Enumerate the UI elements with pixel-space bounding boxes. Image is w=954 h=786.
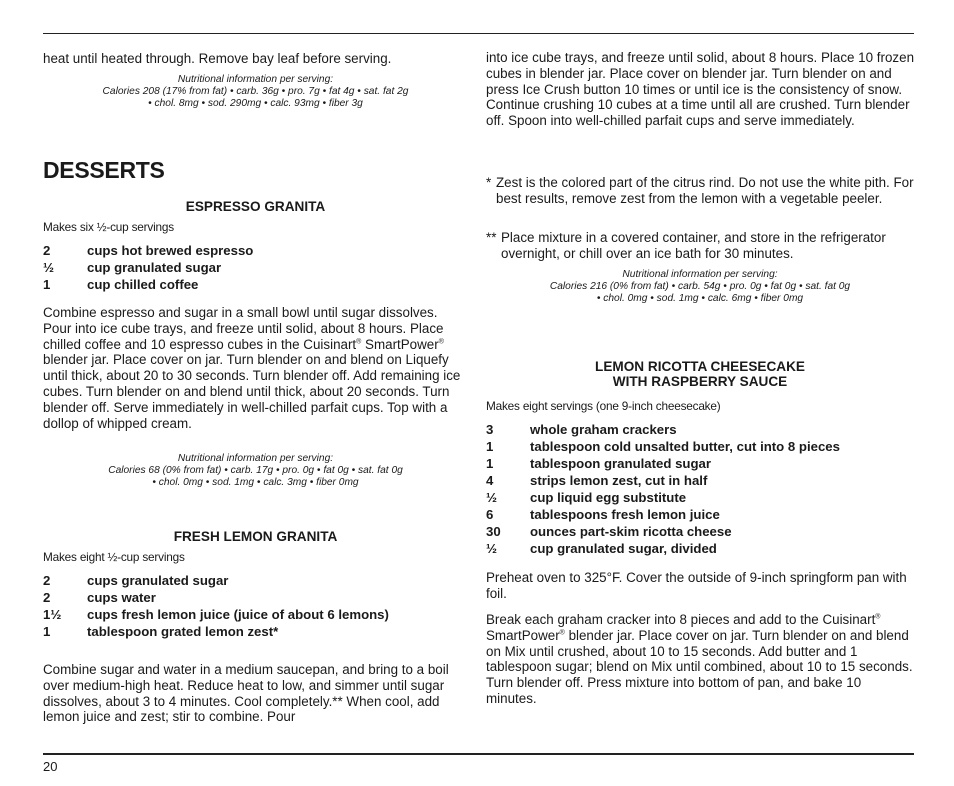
page-number: 20 xyxy=(43,759,58,774)
ingredient-row xyxy=(486,472,914,489)
method-text xyxy=(43,305,468,431)
method-text xyxy=(486,612,914,707)
nutrition-line: • chol. 0mg • sod. 1mg • calc. 6mg • fiber 0mg xyxy=(596,293,804,305)
nutrition-line: Calories 208 (17% from fat) • carb. 36g • pro. 7g • fat 4g • sat. fat 2g xyxy=(102,86,409,98)
ingredient-qty: 1 xyxy=(43,624,51,639)
method-part: blender jar. Place cover on jar. Turn blender on and blend on Liquefy until thick, about 20 to 30 seconds. Turn blender off. Add remaining ice cubes. Turn blender on and blend until thick, about 20 seconds. Turn blender off. Serve immediately in well-chilled parfait cups. Top with a dollop of whipped cream. xyxy=(43,352,461,431)
nutrition-info xyxy=(486,269,914,306)
ingredient-qty: 2 xyxy=(43,590,51,605)
bottom-rule xyxy=(43,753,914,755)
method-part: Combine espresso and sugar in a small bowl until sugar dissolves. Pour into ice cube trays, and freeze until solid, about 8 hours. Place chilled coffee and 10 espresso cubes in the Cuisinart xyxy=(43,305,444,352)
ingredient-row xyxy=(486,489,914,506)
ingredient-qty: ½ xyxy=(486,490,497,505)
ingredient-item: cup granulated sugar, divided xyxy=(530,541,717,556)
ingredient-row xyxy=(43,259,468,276)
nutrition-info xyxy=(43,453,468,490)
registered-mark: ® xyxy=(356,338,362,346)
ingredient-qty: 3 xyxy=(486,422,494,437)
ingredient-list xyxy=(486,421,914,557)
nutrition-line: Calories 68 (0% from fat) • carb. 17g • pro. 0g • fat 0g • sat. fat 0g xyxy=(108,465,403,477)
ingredient-list xyxy=(43,242,468,293)
nutrition-line: Calories 216 (0% from fat) • carb. 54g • pro. 0g • fat 0g • sat. fat 0g xyxy=(549,281,851,293)
ingredient-row xyxy=(486,506,914,523)
footnote-text: Place mixture in a covered container, and store in the refrigerator overnight, or chill over an ice bath for 30 minutes. xyxy=(501,230,886,261)
ingredient-item: cup granulated sugar xyxy=(87,260,222,275)
method-part: SmartPower xyxy=(361,336,439,352)
ingredient-qty: 6 xyxy=(486,507,494,522)
ingredient-item: tablespoons fresh lemon juice xyxy=(530,507,720,522)
ingredient-qty: ½ xyxy=(43,260,54,275)
recipe-title-lemon: FRESH LEMON GRANITA xyxy=(173,529,338,544)
ingredient-row xyxy=(43,276,468,293)
recipe-title-espresso: ESPRESSO GRANITA xyxy=(185,199,326,214)
recipe-title-line: WITH RASPBERRY SAUCE xyxy=(612,374,788,389)
ingredient-item: tablespoon cold unsalted butter, cut into 8 pieces xyxy=(530,439,840,454)
ingredient-item: cups fresh lemon juice (juice of about 6 lemons) xyxy=(87,607,389,622)
ingredient-item: tablespoon granulated sugar xyxy=(530,456,711,471)
nutrition-line: • chol. 0mg • sod. 1mg • calc. 3mg • fiber 0mg xyxy=(152,477,359,489)
footnote-mark: * xyxy=(486,175,492,190)
registered-mark: ® xyxy=(559,629,565,637)
ingredient-row xyxy=(43,589,468,606)
ingredient-row xyxy=(43,242,468,259)
ingredient-item: cups water xyxy=(87,590,156,605)
nutrition-heading: Nutritional information per serving: xyxy=(177,74,334,85)
footnote xyxy=(486,230,914,261)
ingredient-qty: 1 xyxy=(486,439,494,454)
servings-text: Makes eight ½-cup servings xyxy=(43,550,185,564)
ingredient-row xyxy=(486,455,914,472)
method-part: SmartPower xyxy=(486,627,560,643)
ingredient-item: ounces part-skim ricotta cheese xyxy=(530,524,732,539)
footnote xyxy=(486,175,914,206)
servings-text: Makes six ½-cup servings xyxy=(43,220,174,234)
registered-mark: ® xyxy=(438,338,444,346)
ingredient-item: cups granulated sugar xyxy=(87,573,229,588)
nutrition-heading: Nutritional information per serving: xyxy=(622,269,778,280)
footnote-mark: ** xyxy=(486,230,497,245)
ingredient-qty: 1 xyxy=(43,277,51,292)
nutrition-info xyxy=(43,74,468,111)
ingredient-item: whole graham crackers xyxy=(530,422,677,437)
ingredient-qty: 4 xyxy=(486,473,494,488)
method-text: Combine sugar and water in a medium saucepan, and bring to a boil over medium-high heat. Reduce heat to low, and simmer until sugar dissolves, about 3 to 4 minutes. Cool completely.** When cool, add lemon juice and zest; stir to combine. Pour xyxy=(43,662,449,725)
footnote-text: Zest is the colored part of the citrus rind. Do not use the white pith. For best results, remove zest from the lemon with a vegetable peeler. xyxy=(496,175,914,206)
ingredient-row xyxy=(43,623,468,640)
ingredient-list xyxy=(43,572,468,640)
ingredient-qty: 1½ xyxy=(43,607,62,622)
ingredient-row xyxy=(486,438,914,455)
recipe-title-cheesecake xyxy=(486,359,914,389)
nutrition-heading: Nutritional information per serving: xyxy=(177,453,334,464)
ingredient-item: cup liquid egg substitute xyxy=(530,490,687,505)
method-text: Preheat oven to 325°F. Cover the outside of 9-inch springform pan with foil. xyxy=(486,570,907,601)
ingredient-row xyxy=(486,523,914,540)
ingredient-row xyxy=(486,540,914,557)
recipe-title-line: LEMON RICOTTA CHEESECAKE xyxy=(595,359,805,374)
section-title: DESSERTS xyxy=(43,157,165,183)
ingredient-qty: 2 xyxy=(43,573,51,588)
method-part: Break each graham cracker into 8 pieces and add to the Cuisinart xyxy=(486,612,876,627)
ingredient-row xyxy=(486,421,914,438)
ingredient-item: strips lemon zest, cut in half xyxy=(530,473,708,488)
ingredient-item: tablespoon grated lemon zest* xyxy=(87,624,279,639)
ingredient-row xyxy=(43,606,468,623)
ingredient-item: cup chilled coffee xyxy=(87,277,199,292)
method-text-continued: into ice cube trays, and freeze until solid, about 8 hours. Place 10 frozen cubes in blender jar. Place cover on blender jar. Turn blender on and press Ice Crush button 10 times or until ice is the consistency of snow. Continue crushing 10 cubes at a time until all are crushed. Turn blender off. Spoon into well-chilled parfait cups and serve immediately. xyxy=(486,50,915,129)
nutrition-line: • chol. 8mg • sod. 290mg • calc. 93mg • fiber 3g xyxy=(148,98,363,110)
ingredient-qty: 1 xyxy=(486,456,494,471)
ingredient-qty: 30 xyxy=(486,524,501,539)
ingredient-row xyxy=(43,572,468,589)
method-part: blender jar. Place cover on jar. Turn blender on and blend on Mix until crushed, about 10 to 15 seconds. Add butter and 1 tablespoon sugar; blend on Mix until combined, about 10 to 15 seconds. Turn blender off. Press mixture into bottom of pan, and bake 10 minutes. xyxy=(486,627,913,706)
top-rule xyxy=(43,33,914,34)
registered-mark: ® xyxy=(875,613,881,621)
ingredient-item: cups hot brewed espresso xyxy=(87,243,254,258)
ingredient-qty: ½ xyxy=(486,541,497,556)
servings-text: Makes eight servings (one 9-inch cheesecake) xyxy=(486,399,721,413)
ingredient-qty: 2 xyxy=(43,243,51,258)
intro-text: heat until heated through. Remove bay leaf before serving. xyxy=(43,51,392,66)
